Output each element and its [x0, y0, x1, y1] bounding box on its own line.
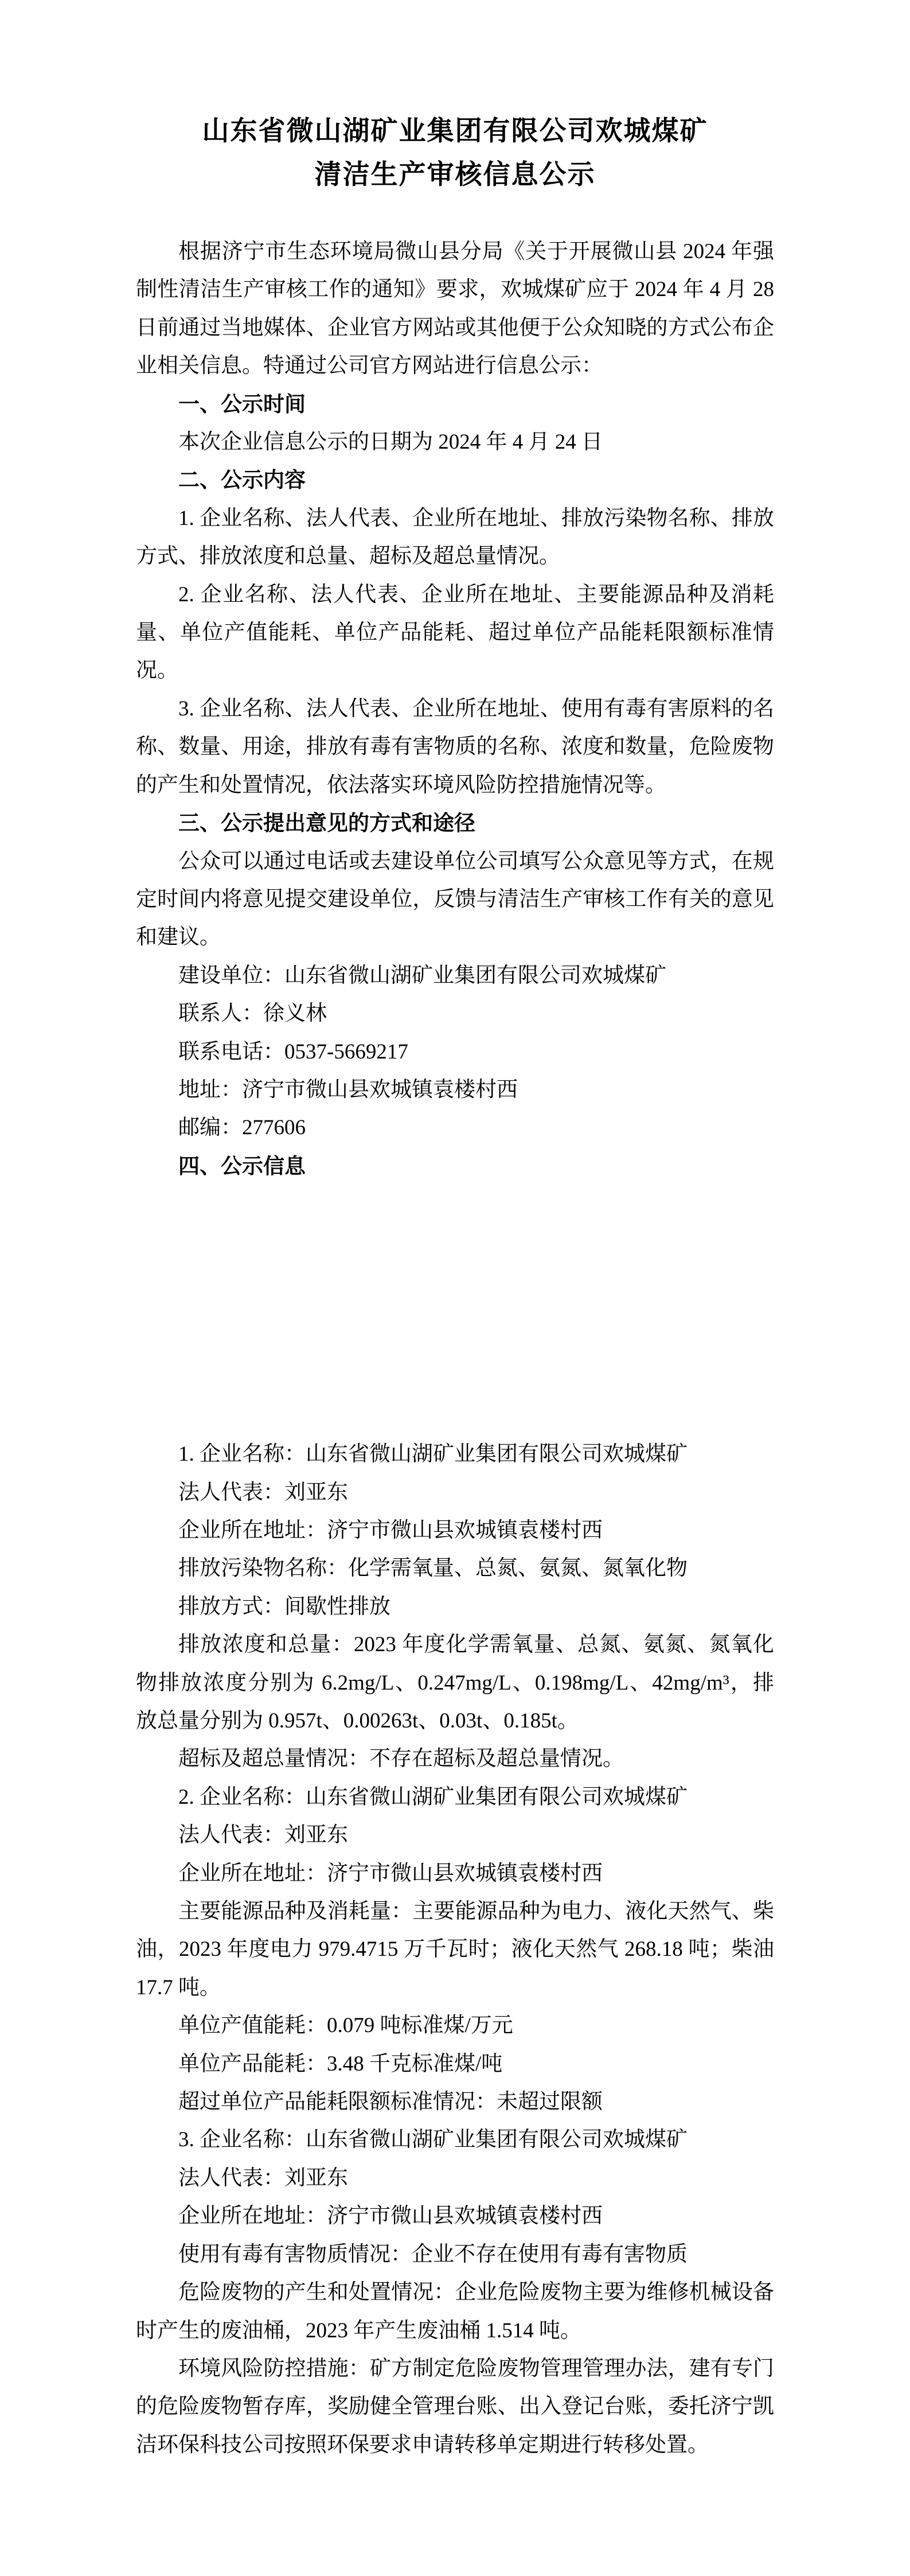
company2-energy: 主要能源品种及消耗量：主要能源品种为电力、液化天然气、柴油，2023 年度电力 979.4715 万千瓦时；液化天然气 268.18 吨；柴油 17.7 吨。 [136, 1900, 774, 1999]
section-heading-info: 四、公示信息 [178, 1154, 306, 1178]
content-item-3: 3. 企业名称、法人代表、企业所在地址、使用有毒有害原料的名称、数量、用途，排放有毒有害物质的名称、浓度和数量，危险废物的产生和处置情况，依法落实环境风险防控措施情况等。 [136, 696, 774, 797]
publicity-date: 本次企业信息公示的日期为 2024 年 4 月 24 日 [178, 430, 603, 454]
company1-address: 企业所在地址：济宁市微山县欢城镇袁楼村西 [178, 1518, 603, 1542]
company2-legal-rep: 法人代表：刘亚东 [178, 1823, 348, 1847]
company3-address: 企业所在地址：济宁市微山县欢城镇袁楼村西 [178, 2204, 603, 2228]
doc-title-line-1: 山东省微山湖矿业集团有限公司欢城煤矿 [202, 115, 708, 146]
content-item-2: 2. 企业名称、法人代表、企业所在地址、主要能源品种及消耗量、单位产值能耗、单位产品能耗、超过单位产品能耗限额标准情况。 [136, 582, 774, 683]
intro-paragraph: 根据济宁市生态环境局微山县分局《关于开展微山县 2024 年强制性清洁生产审核工作的通知》要求，欢城煤矿应于 2024 年 4 月 28 日前通过当地媒体、企业官方网站或其他便于公众知晓的方式公布企业相关信息。特通过公司官方网站进行信息公示： [136, 240, 774, 378]
section-heading-time: 一、公示时间 [178, 392, 306, 416]
company2-unit-output-energy: 单位产值能耗：0.079 吨标准煤/万元 [178, 2014, 513, 2038]
company3-legal-rep: 法人代表：刘亚东 [178, 2166, 348, 2190]
content-item-1: 1. 企业名称、法人代表、企业所在地址、排放污染物名称、排放方式、排放浓度和总量、超标及超总量情况。 [136, 506, 774, 569]
section-heading-content: 二、公示内容 [178, 468, 306, 492]
company2-limit-status: 超过单位产品能耗限额标准情况：未超过限额 [178, 2090, 603, 2114]
company2-unit-product-energy: 单位产品能耗：3.48 千克标准煤/吨 [178, 2052, 503, 2076]
company2-name: 2. 企业名称：山东省微山湖矿业集团有限公司欢城煤矿 [178, 1785, 688, 1809]
contact-postcode: 邮编：277606 [178, 1116, 306, 1140]
company3-hazardous-waste: 危险废物的产生和处置情况：企业危险废物主要为维修机械设备时产生的废油桶，2023 年产生废油桶 1.514 吨。 [136, 2281, 774, 2342]
company3-toxic-usage: 使用有毒有害物质情况：企业不存在使用有毒有害物质 [178, 2242, 688, 2266]
company3-name: 3. 企业名称：山东省微山湖矿业集团有限公司欢城煤矿 [178, 2128, 688, 2152]
contact-phone: 联系电话：0537-5669217 [178, 1040, 408, 1064]
doc-title-line-2: 清洁生产审核信息公示 [314, 159, 596, 189]
company3-risk-control: 环境风险防控措施：矿方制定危险废物管理管理办法，建有专门的危险废物暂存库，奖励健全管理台账、出入登记台账，委托济宁凯洁环保科技公司按照环保要求申请转移单定期进行转移处置。 [136, 2356, 774, 2457]
feedback-paragraph: 公众可以通过电话或去建设单位公司填写公众意见等方式，在规定时间内将意见提交建设单位，反馈与清洁生产审核工作有关的意见和建议。 [136, 849, 774, 950]
document-body [136, 233, 774, 2464]
company1-discharge-mode: 排放方式：间歇性排放 [178, 1594, 390, 1618]
page-break-gap [136, 1185, 774, 1435]
company1-name: 1. 企业名称：山东省微山湖矿业集团有限公司欢城煤矿 [178, 1442, 688, 1466]
company1-pollutants: 排放污染物名称：化学需氧量、总氮、氨氮、氮氧化物 [178, 1557, 688, 1581]
contact-unit: 建设单位：山东省微山湖矿业集团有限公司欢城煤矿 [178, 963, 666, 987]
company2-address: 企业所在地址：济宁市微山县欢城镇袁楼村西 [178, 1861, 603, 1885]
company1-exceed-status: 超标及超总量情况：不存在超标及超总量情况。 [178, 1747, 624, 1771]
company1-concentration: 排放浓度和总量：2023 年度化学需氧量、总氮、氨氮、氮氧化物排放浓度分别为 6.2mg/L、0.247mg/L、0.198mg/L、42mg/m³，排放总量分别为 0.957t、0.00263t、0.03t、0.185t。 [136, 1633, 774, 1733]
contact-person: 联系人：徐义林 [178, 1002, 327, 1026]
section-heading-feedback: 三、公示提出意见的方式和途径 [178, 811, 475, 835]
contact-address: 地址：济宁市微山县欢城镇袁楼村西 [178, 1077, 518, 1102]
company1-legal-rep: 法人代表：刘亚东 [178, 1480, 348, 1504]
